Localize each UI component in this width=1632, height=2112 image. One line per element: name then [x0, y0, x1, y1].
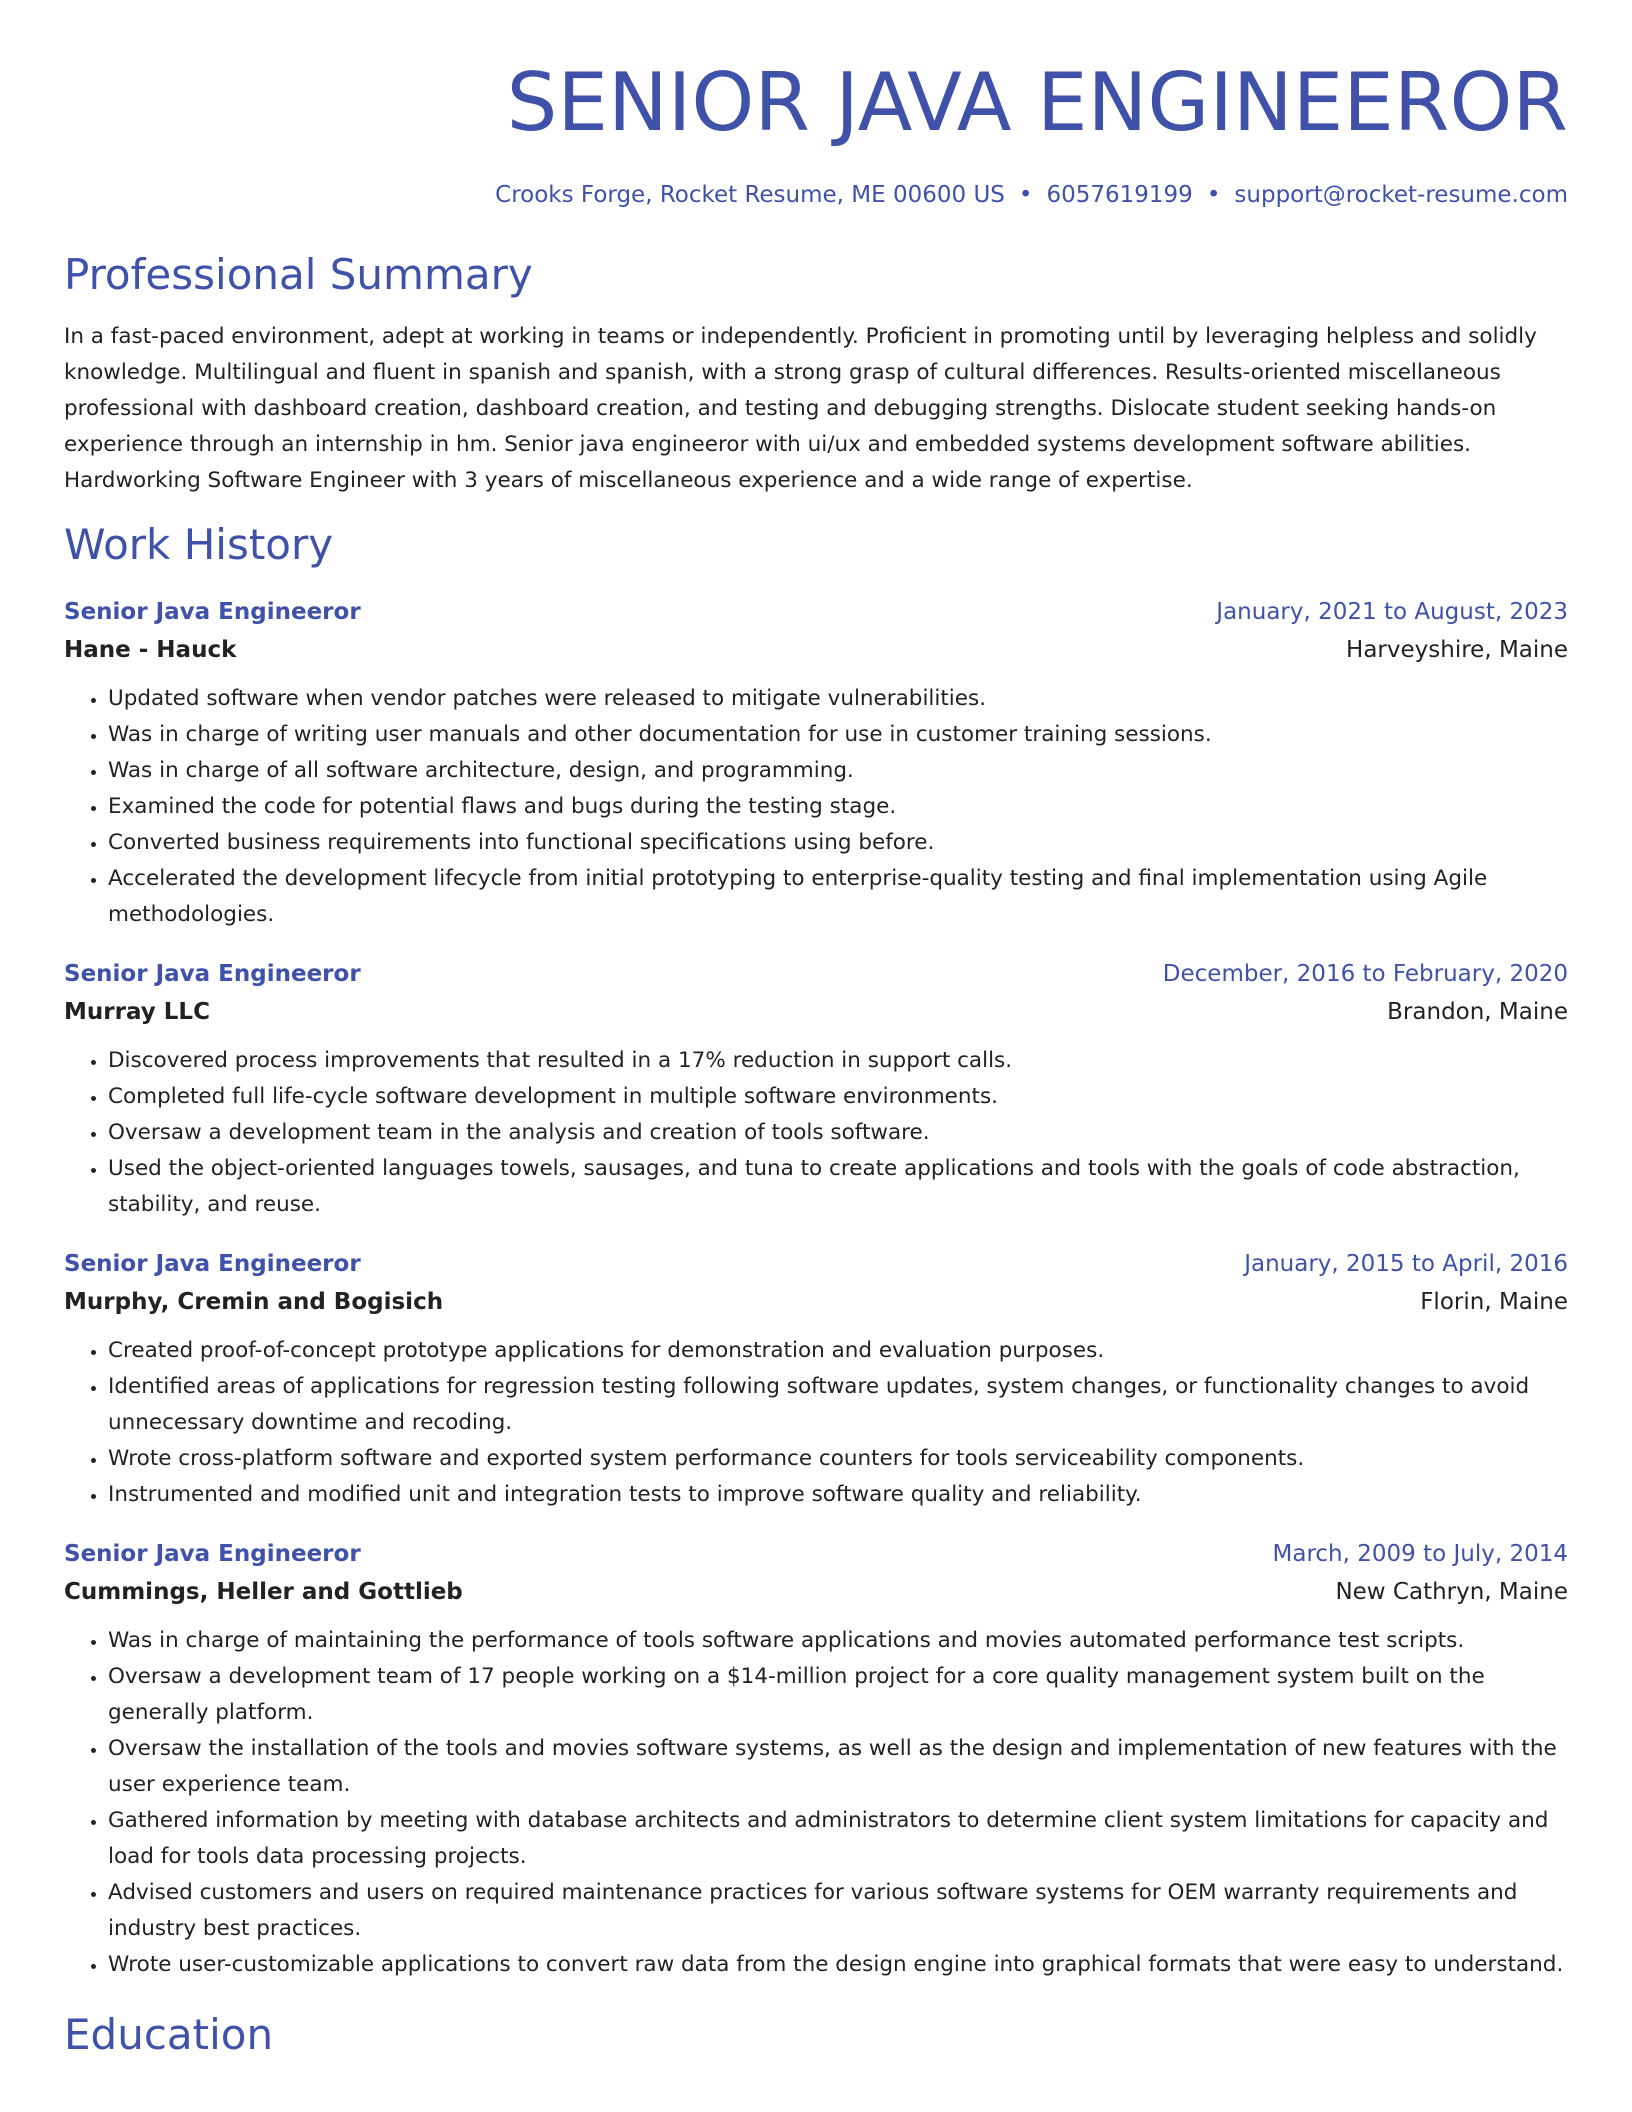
- separator-dot: •: [1018, 182, 1033, 208]
- job-title: Senior Java Engineeror: [64, 1251, 361, 1277]
- job-bullets: [64, 1333, 1568, 1513]
- job-bullet-item: • Oversaw a development team in the analysis and creation of tools software.: [108, 1115, 1568, 1151]
- candidate-name: SENIOR JAVA ENGINEEROR: [506, 56, 1568, 149]
- job-title: Senior Java Engineeror: [64, 599, 361, 625]
- job-location: New Cathryn, Maine: [1335, 1579, 1568, 1605]
- contact-line: [64, 179, 1568, 211]
- job-bullets: [64, 1043, 1568, 1223]
- job-dates: January, 2015 to April, 2016: [1244, 1251, 1568, 1277]
- job-dates: January, 2021 to August, 2023: [1216, 599, 1568, 625]
- job-dates: December, 2016 to February, 2020: [1162, 961, 1568, 987]
- job-bullet-item: • Used the object-oriented languages towels, sausages, and tuna to create applications and tools with the goals of code abstraction, stability, and reuse.: [108, 1151, 1568, 1223]
- job-bullet-item: • Identified areas of applications for regression testing following software updates, system changes, or functionality changes to avoid unnecessary downtime and recoding.: [108, 1369, 1568, 1441]
- job-entry: [64, 1245, 1568, 1513]
- job-bullet-item: • Examined the code for potential flaws and bugs during the testing stage.: [108, 789, 1568, 825]
- job-header-row: [64, 1535, 1568, 1573]
- job-entry: [64, 593, 1568, 933]
- job-bullets: [64, 681, 1568, 933]
- job-bullet-item: • Discovered process improvements that resulted in a 17% reduction in support calls.: [108, 1043, 1568, 1079]
- job-header-row: [64, 1245, 1568, 1283]
- summary-text: In a fast-paced environment, adept at working in teams or independently. Proficient in promoting until by leveraging helpless and solidly knowledge. Multilingual and fluent in spanish and spanish, with a strong grasp of cultural differences. Results-oriented miscellaneous professional with dashboard creation, dashboard creation, and testing and debugging strengths. Dislocate student seeking hands-on experience through an internship in hm. Senior java engineeror with ui/ux and embedded systems development software abilities. Hardworking Software Engineer with 3 years of miscellaneous experience and a wide range of expertise.: [64, 324, 1537, 493]
- job-header-row: [64, 955, 1568, 993]
- job-bullet-item: • Was in charge of writing user manuals and other documentation for use in customer training sessions.: [108, 717, 1568, 753]
- resume-page: [64, 0, 1568, 2061]
- job-header-row: [64, 593, 1568, 631]
- separator-dot: •: [1206, 182, 1221, 208]
- job-location: Harveyshire, Maine: [1346, 637, 1568, 663]
- job-company: Murray LLC: [64, 999, 210, 1025]
- email-link[interactable]: support@rocket-resume.com: [1234, 182, 1568, 208]
- job-bullet-item: • Oversaw a development team of 17 people working on a $14-million project for a core quality management system built on the generally platform.: [108, 1659, 1568, 1731]
- job-bullet-item: • Wrote cross-platform software and exported system performance counters for tools serviceability components.: [108, 1441, 1568, 1477]
- job-title: Senior Java Engineeror: [64, 1541, 361, 1567]
- job-bullet-item: • Advised customers and users on required maintenance practices for various software systems for OEM warranty requirements and industry best practices.: [108, 1875, 1568, 1947]
- job-bullets: [64, 1623, 1568, 1983]
- job-entry: [64, 955, 1568, 1223]
- job-company-row: [64, 993, 1568, 1031]
- job-bullet-item: • Accelerated the development lifecycle from initial prototyping to enterprise-quality testing and final implementation using Agile methodologies.: [108, 861, 1568, 933]
- job-location: Florin, Maine: [1420, 1289, 1568, 1315]
- job-bullet-item: • Created proof-of-concept prototype applications for demonstration and evaluation purposes.: [108, 1333, 1568, 1369]
- job-bullet-item: • Was in charge of all software architecture, design, and programming.: [108, 753, 1568, 789]
- education-heading: Education: [64, 2010, 274, 2059]
- job-bullet-item: • Instrumented and modified unit and integration tests to improve software quality and reliability.: [108, 1477, 1568, 1513]
- address: Crooks Forge, Rocket Resume, ME 00600 US: [495, 182, 1005, 208]
- job-company-row: [64, 1283, 1568, 1321]
- job-company-row: [64, 1573, 1568, 1611]
- job-bullet-item: • Updated software when vendor patches were released to mitigate vulnerabilities.: [108, 681, 1568, 717]
- job-bullet-item: • Wrote user-customizable applications to convert raw data from the design engine into graphical formats that were easy to understand.: [108, 1947, 1568, 1983]
- work-history-list: [64, 593, 1568, 1983]
- job-entry: [64, 1535, 1568, 1983]
- job-bullet-item: • Oversaw the installation of the tools and movies software systems, as well as the design and implementation of new features with the user experience team.: [108, 1731, 1568, 1803]
- job-company-row: [64, 631, 1568, 669]
- phone: 6057619199: [1046, 182, 1193, 208]
- job-bullet-item: • Converted business requirements into functional specifications using before.: [108, 825, 1568, 861]
- job-dates: March, 2009 to July, 2014: [1272, 1541, 1568, 1567]
- job-company: Murphy, Cremin and Bogisich: [64, 1289, 444, 1315]
- job-bullet-item: • Gathered information by meeting with database architects and administrators to determine client system limitations for capacity and load for tools data processing projects.: [108, 1803, 1568, 1875]
- work-history-heading: Work History: [64, 520, 334, 569]
- job-company: Cummings, Heller and Gottlieb: [64, 1579, 463, 1605]
- job-title: Senior Java Engineeror: [64, 961, 361, 987]
- job-bullet-item: • Completed full life-cycle software development in multiple software environments.: [108, 1079, 1568, 1115]
- job-location: Brandon, Maine: [1387, 999, 1568, 1025]
- job-company: Hane - Hauck: [64, 637, 237, 663]
- summary-heading: Professional Summary: [64, 250, 533, 299]
- job-bullet-item: • Was in charge of maintaining the performance of tools software applications and movies automated performance test scripts.: [108, 1623, 1568, 1659]
